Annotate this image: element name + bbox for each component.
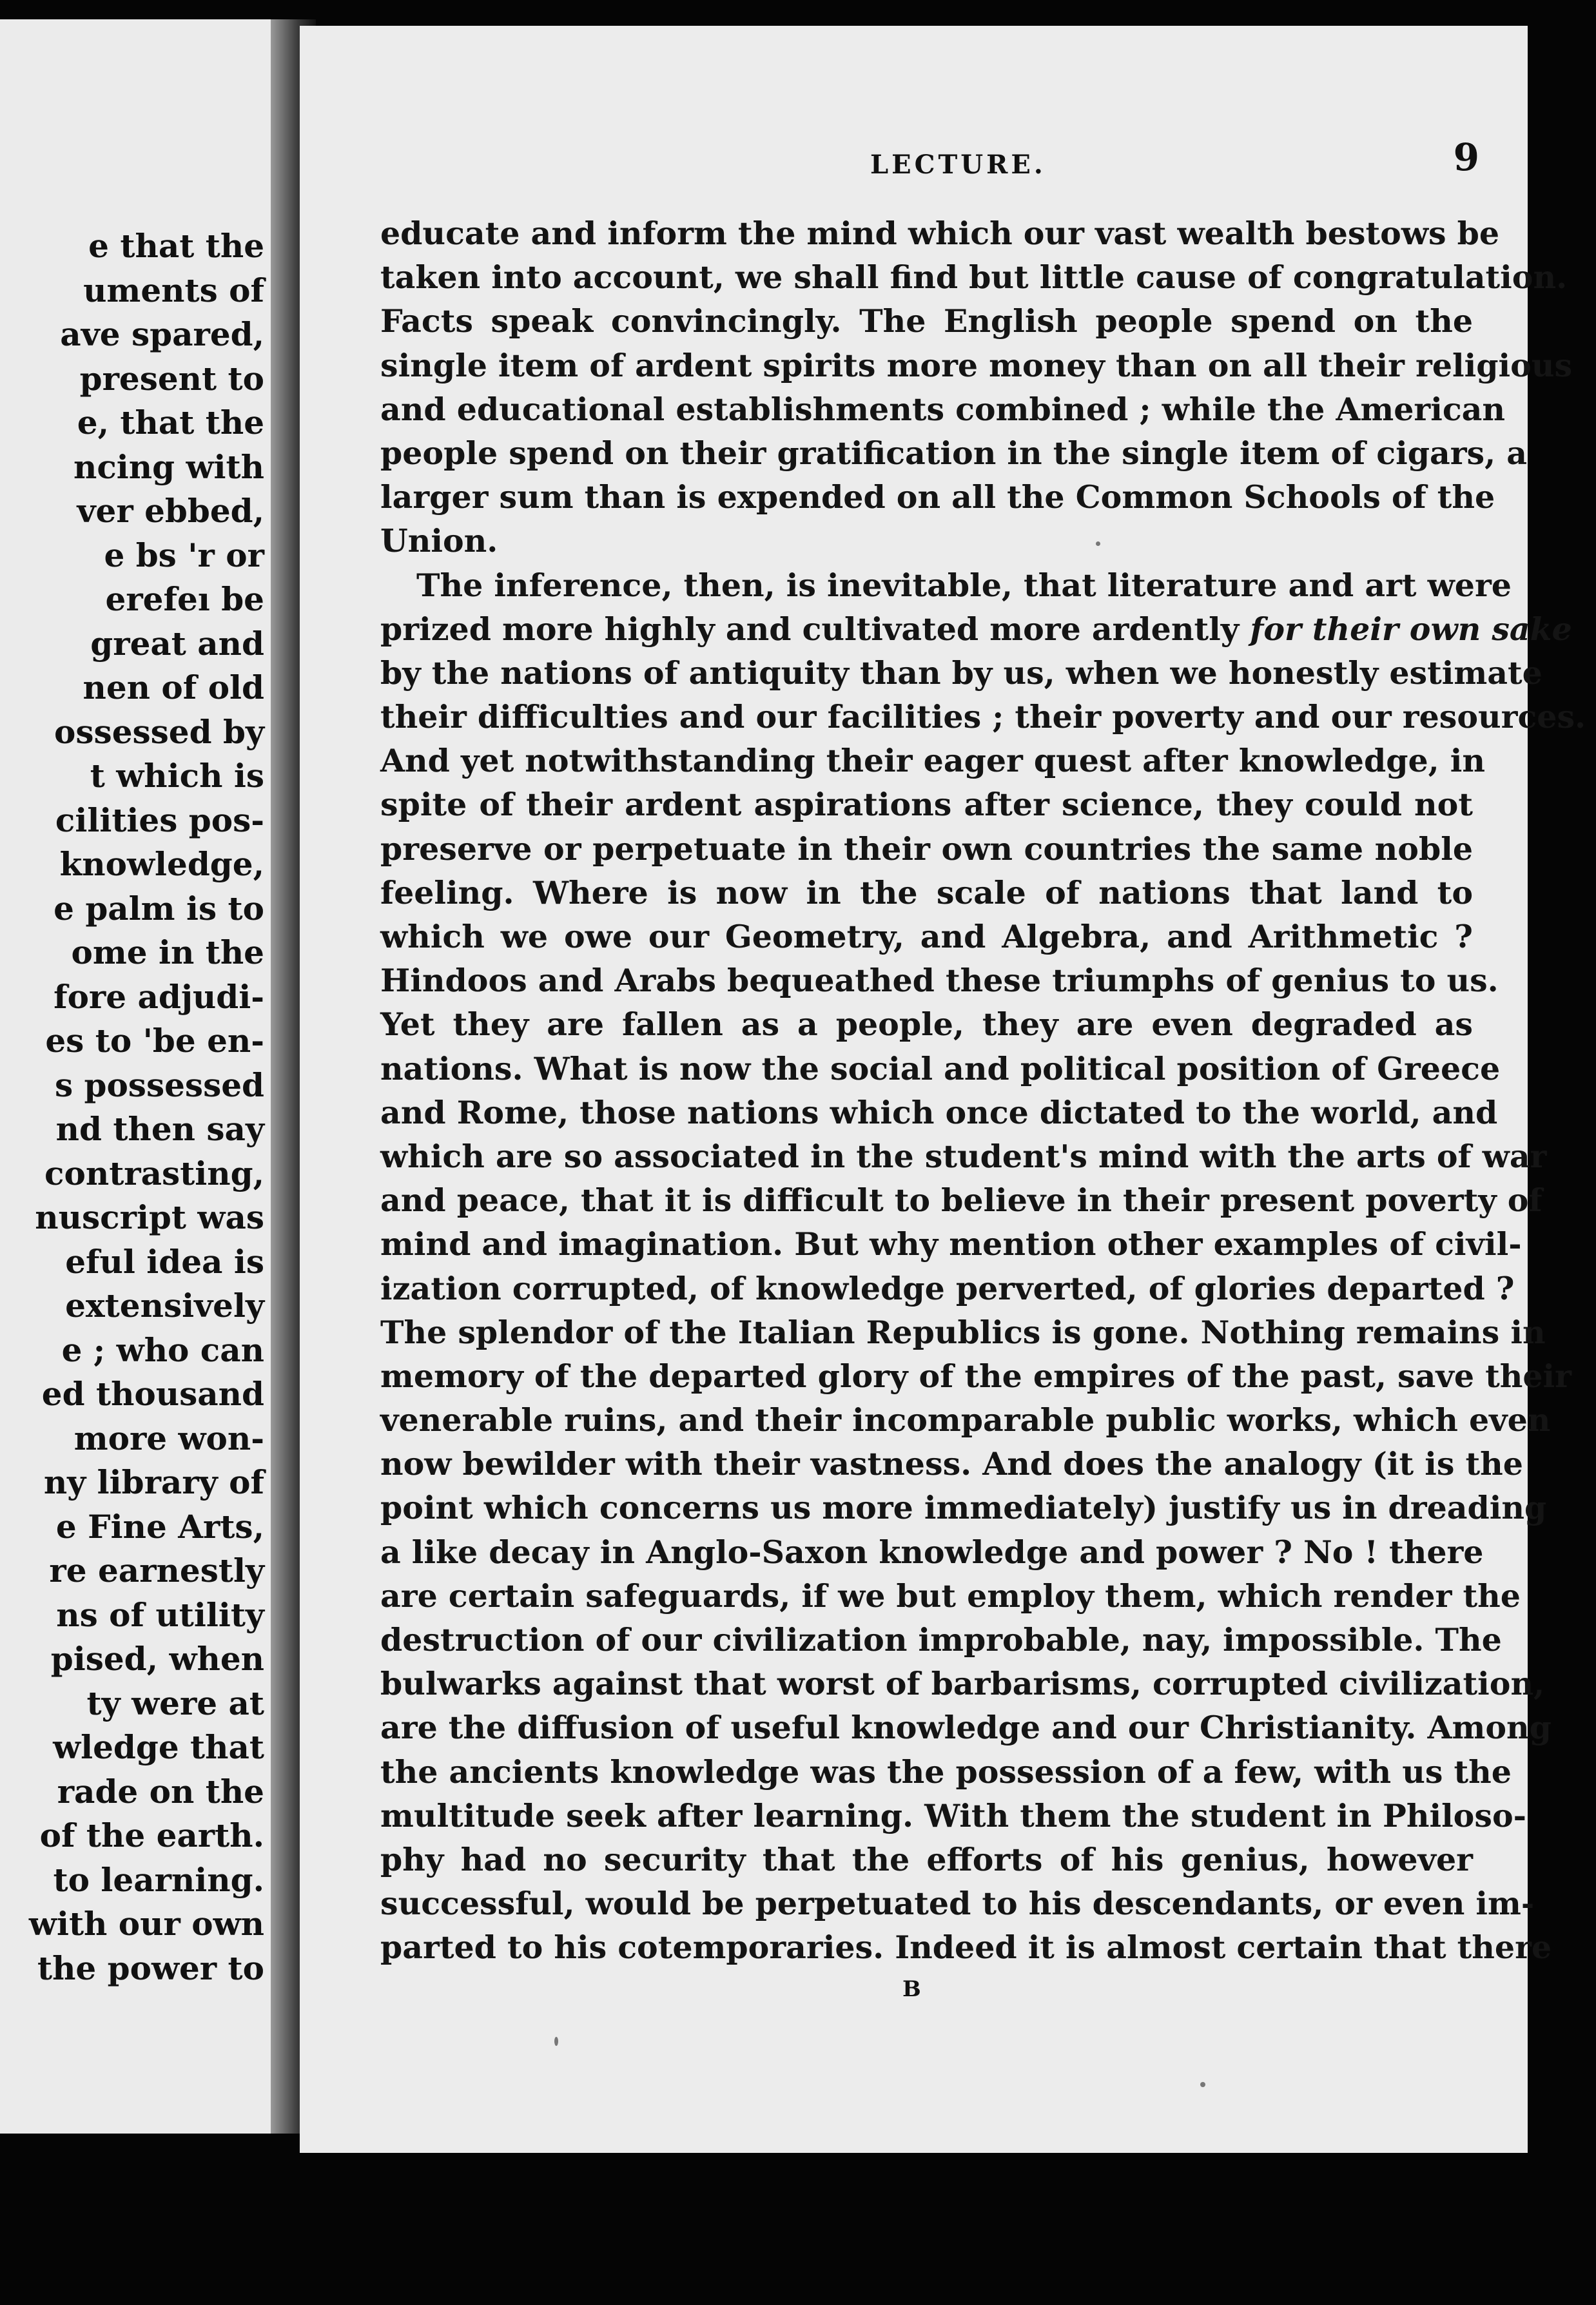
signature-mark: B (902, 1976, 921, 2002)
body-text (380, 211, 1586, 1970)
body-line: Facts speak convincingly. The English people spend on the (380, 302, 1473, 340)
body-line: Hindoos and Arabs bequeathed these triumphs of genius to us. (380, 962, 1499, 1000)
left-page-line: ns of utility (56, 1595, 264, 1634)
left-page-line: es to 'be en- (45, 1022, 264, 1060)
body-line: and educational establishments combined ; while the American (380, 390, 1506, 428)
left-page-line: wledge that (53, 1728, 264, 1766)
body-line: educate and inform the mind which our vast wealth bestows be (380, 215, 1500, 252)
left-page (0, 19, 277, 2134)
body-line: memory of the departed glory of the empires of the past, save their (380, 1357, 1572, 1395)
left-page-line: ncing with (73, 447, 264, 486)
left-page-line: re earnestly (49, 1551, 264, 1590)
left-page-line: nd then say (55, 1110, 264, 1148)
left-page-line: ossessed by (54, 712, 264, 751)
left-page-line: with our own (28, 1905, 264, 1943)
body-line: their difficulties and our facilities ; their poverty and our resources. (380, 698, 1586, 736)
left-page-line: fore adjudi- (54, 977, 264, 1016)
body-line: taken into account, we shall find but little cause of congratulation. (380, 258, 1568, 297)
body-line: ization corrupted, of knowledge perverted, of glories departed ? (380, 1269, 1515, 1307)
page-header (300, 135, 1479, 187)
body-line: and peace, that it is difficult to believe in their present poverty of (380, 1182, 1542, 1220)
body-line: preserve or perpetuate in their own countries the same noble (380, 830, 1473, 868)
body-line: which we owe our Geometry, and Algebra, and Arithmetic ? (380, 918, 1473, 955)
body-line: people spend on their gratification in the single item of cigars, a (380, 434, 1528, 472)
body-line: single item of ardent spirits more money than on all their religious (380, 346, 1573, 384)
left-page-line: erefeı be (105, 580, 264, 618)
left-page-line: ave spared, (60, 315, 264, 353)
body-line: venerable ruins, and their incomparable public works, which even (380, 1401, 1551, 1439)
body-line: larger sum than is expended on all the Common Schools of the (380, 478, 1495, 516)
left-page-line: e ; who can (61, 1330, 264, 1369)
left-page-line: ty were at (86, 1684, 264, 1722)
body-line: bulwarks against that worst of barbarisms, corrupted civilization, (380, 1665, 1545, 1703)
left-page-line: uments of (83, 271, 264, 309)
left-page-line: t which is (90, 757, 264, 795)
print-speck (1096, 541, 1100, 546)
body-line: the ancients knowledge was the possession of a few, with us the (380, 1753, 1512, 1791)
left-page-line: knowledge, (59, 845, 264, 883)
left-page-line: eful idea is (65, 1242, 264, 1281)
left-page-line: the power to (37, 1949, 264, 1987)
body-line: successful, would be perpetuated to his descendants, or even im- (380, 1885, 1535, 1923)
body-line: feeling. Where is now in the scale of nations that land to (380, 873, 1473, 911)
left-page-line: e, that the (77, 404, 264, 442)
body-line: And yet notwithstanding their eager quest after knowledge, in (380, 742, 1486, 780)
body-line: point which concerns us more immediately) justify us in dreading (380, 1489, 1547, 1527)
body-line: The splendor of the Italian Republics is gone. Nothing remains in (380, 1313, 1546, 1351)
left-page-line: ed thousand (41, 1375, 264, 1413)
left-page-line: extensively (65, 1287, 264, 1325)
body-line: multitude seek after learning. With them the student in Philoso- (380, 1796, 1526, 1834)
body-line: by the nations of antiquity than by us, when we honestly estimate (380, 654, 1542, 692)
left-page-line: nen of old (83, 668, 264, 706)
left-page-line: ome in the (71, 933, 264, 971)
body-line: mind and imagination. But why mention other examples of civil- (380, 1225, 1522, 1263)
left-page-line: more won- (73, 1419, 264, 1457)
left-page-line: pised, when (50, 1640, 264, 1678)
body-line: which are so associated in the student's mind with the arts of war (380, 1137, 1547, 1175)
left-page-line: e Fine Arts, (55, 1507, 264, 1546)
left-page-line: to learning. (53, 1860, 264, 1899)
body-line: are the diffusion of useful knowledge and our Christianity. Among (380, 1709, 1552, 1747)
left-page-line: e bs 'r or (104, 536, 264, 574)
body-line: a like decay in Anglo-Saxon knowledge and power ? No ! there (380, 1533, 1484, 1571)
left-page-line: s possessed (54, 1065, 264, 1104)
left-page-line: present to (79, 359, 264, 398)
body-line: and Rome, those nations which once dictated to the world, and (380, 1093, 1498, 1131)
body-line: now bewilder with their vastness. And does the analogy (it is the (380, 1445, 1523, 1483)
body-line: phy had no security that the efforts of his genius, however (380, 1840, 1473, 1878)
left-page-line: e palm is to (54, 889, 264, 928)
left-page-line: ny library of (43, 1463, 264, 1501)
body-line: spite of their ardent aspirations after science, they could not (380, 786, 1473, 824)
left-page-text (29, 224, 264, 1990)
body-line: destruction of our civilization improbable, nay, impossible. The (380, 1621, 1502, 1658)
left-page-line: rade on the (57, 1772, 264, 1811)
left-page-line: ver ebbed, (77, 492, 264, 530)
left-page-line: contrasting, (44, 1154, 264, 1192)
body-line: Yet they are fallen as a people, they are even degraded as (380, 1006, 1473, 1044)
body-line: Union. (380, 522, 498, 560)
left-page-line: nuscript was (35, 1198, 264, 1236)
body-line-text: prized more highly and cultivated more ardently (380, 610, 1251, 648)
print-speck (554, 2037, 558, 2046)
body-line: The inference, then, is inevitable, that literature and art were (416, 566, 1512, 604)
body-line: nations. What is now the social and political position of Greece (380, 1049, 1501, 1087)
left-page-line: cilities pos- (55, 801, 264, 839)
print-speck (1200, 2082, 1205, 2087)
body-line: are certain safeguards, if we but employ them, which render the (380, 1577, 1521, 1615)
left-page-line: great and (90, 624, 264, 663)
page-number: 9 (1453, 135, 1479, 179)
running-head: LECTURE. (870, 150, 1046, 180)
emphasis-text: for their own sake (1250, 610, 1572, 648)
left-page-line: e that the (88, 227, 264, 265)
body-line: parted to his cotemporaries. Indeed it is almost certain that there (380, 1929, 1552, 1967)
left-page-line: of the earth. (39, 1816, 264, 1854)
body-line (380, 607, 1572, 651)
